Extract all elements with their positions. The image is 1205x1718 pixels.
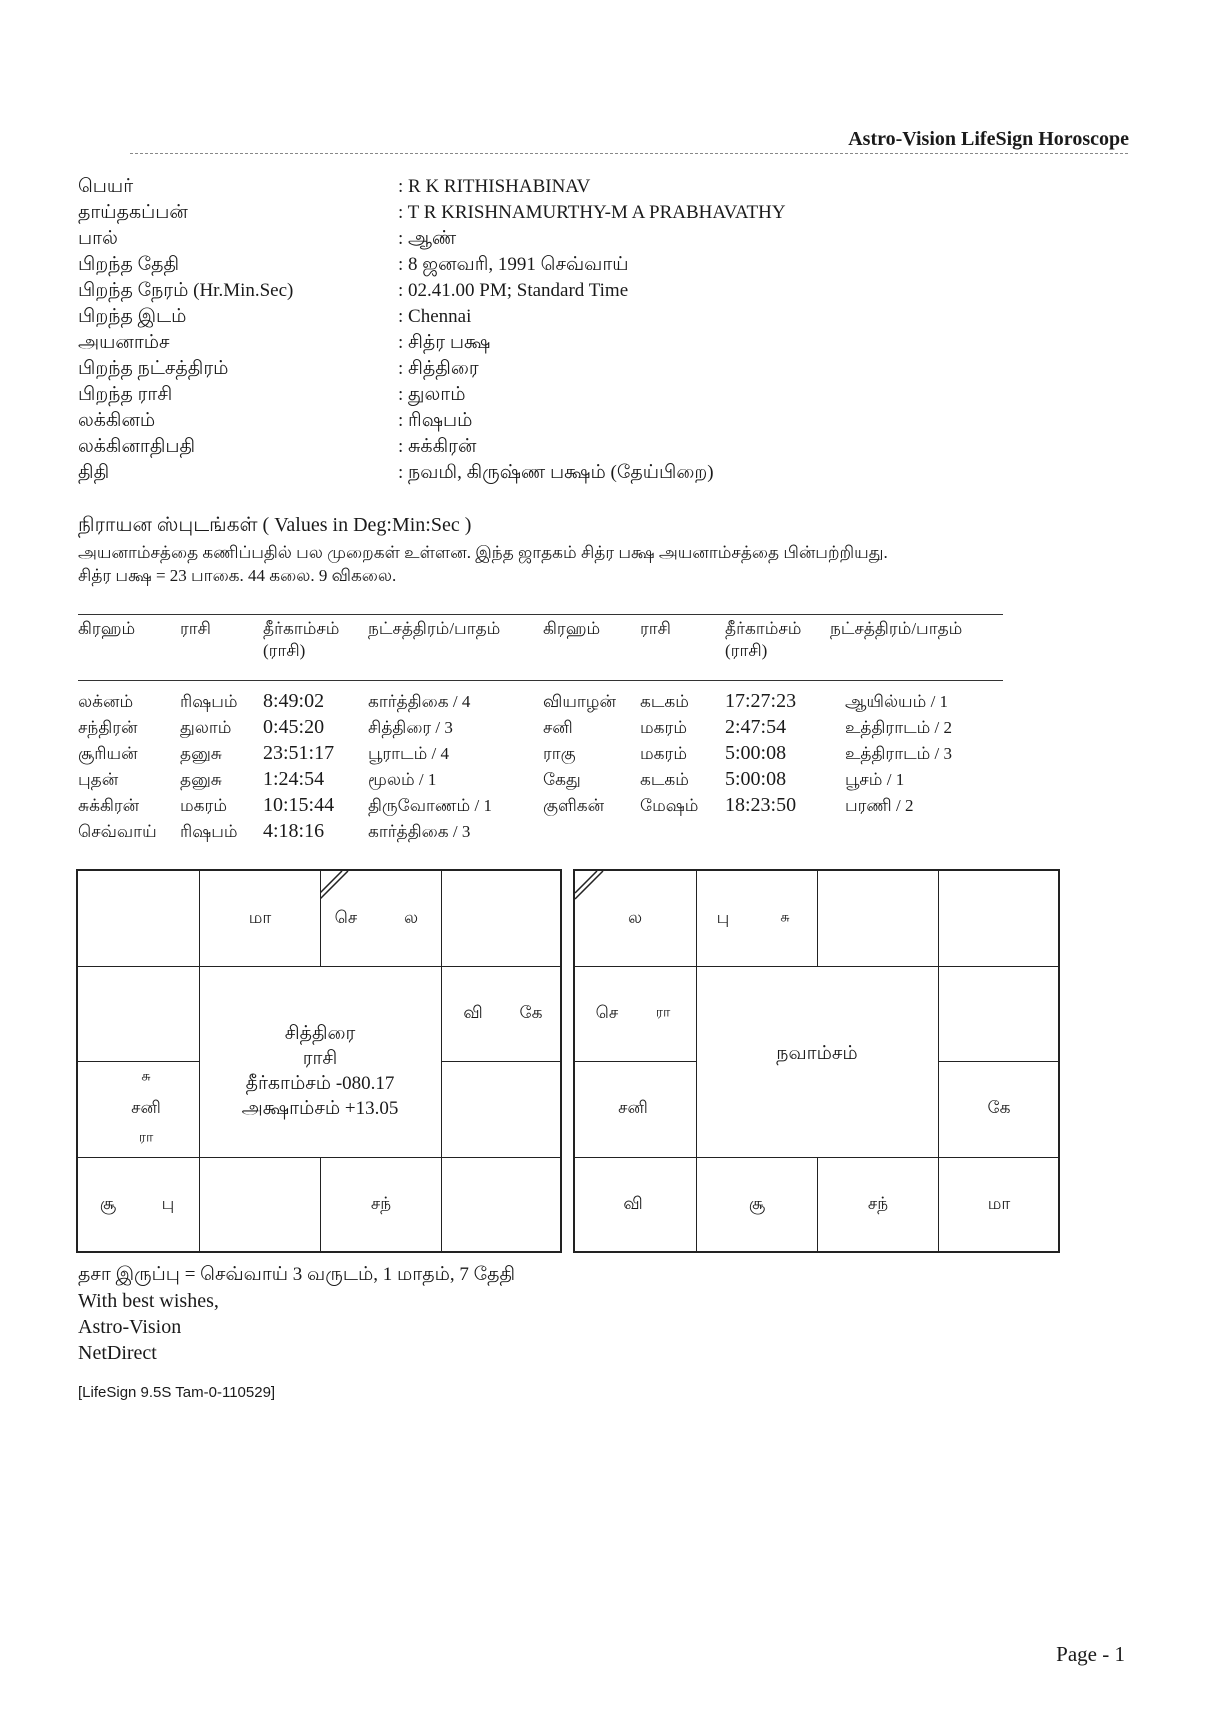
cell-rasi: மகரம் bbox=[640, 718, 688, 737]
detail-row-gender bbox=[78, 228, 978, 254]
footer-product: NetDirect bbox=[78, 1342, 157, 1364]
detail-value: : Chennai bbox=[398, 306, 472, 327]
detail-row-birth-rasi bbox=[78, 384, 978, 410]
navamsa-cell-text: சு bbox=[780, 910, 790, 926]
header-degree: தீர்காம்சம் bbox=[263, 619, 340, 638]
detail-value: : சித்திரை bbox=[398, 358, 479, 379]
navamsa-chart bbox=[573, 869, 1060, 1253]
header-degree-sub-2: (ராசி) bbox=[725, 641, 768, 660]
cell-degree: 4:18:16 bbox=[263, 820, 325, 842]
detail-value: : துலாம் bbox=[398, 384, 466, 405]
detail-value: : நவமி, கிருஷ்ண பக்ஷம் (தேய்பிறை) bbox=[398, 462, 714, 483]
detail-label: திதி bbox=[78, 462, 110, 483]
detail-label: பிறந்த தேதி bbox=[78, 254, 180, 275]
cell-degree: 8:49:02 bbox=[263, 690, 325, 712]
cell-degree: 5:00:08 bbox=[725, 768, 787, 790]
rasi-chart bbox=[76, 869, 562, 1253]
header-planet-2: கிரஹம் bbox=[543, 619, 601, 638]
cell-planet: வியாழன் bbox=[543, 692, 616, 711]
footer-wishes: With best wishes, bbox=[78, 1290, 219, 1312]
cell-planet: குளிகன் bbox=[543, 796, 605, 815]
rasi-cell-text: செ bbox=[334, 908, 358, 927]
detail-row-birth-star bbox=[78, 358, 978, 384]
cell-degree: 5:00:08 bbox=[725, 742, 787, 764]
cell-rasi: மகரம் bbox=[640, 744, 688, 763]
cell-planet: லக்னம் bbox=[78, 692, 134, 711]
detail-value: : T R KRISHNAMURTHY-M A PRABHAVATHY bbox=[398, 202, 786, 223]
header-star: நட்சத்திரம்/பாதம் bbox=[368, 619, 501, 638]
cell-rasi: தனுசு bbox=[180, 744, 222, 763]
detail-label: அயனாம்ச bbox=[78, 332, 170, 353]
header-degree-sub: (ராசி) bbox=[263, 641, 306, 660]
detail-label: லக்கினாதிபதி bbox=[78, 436, 196, 457]
cell-rasi: துலாம் bbox=[180, 718, 232, 737]
document-header-title: Astro-Vision LifeSign Horoscope bbox=[848, 128, 1129, 150]
cell-degree: 1:24:54 bbox=[263, 768, 325, 790]
cell-star: உத்திராடம் / 3 bbox=[845, 744, 953, 763]
detail-label: பிறந்த ராசி bbox=[78, 384, 173, 405]
cell-star: பரணி / 2 bbox=[845, 796, 914, 815]
cell-star: பூசம் / 1 bbox=[845, 770, 905, 789]
cell-rasi: ரிஷபம் bbox=[180, 822, 238, 841]
cell-star: திருவோணம் / 1 bbox=[368, 796, 492, 815]
longitudes-title: நிராயன ஸ்புடங்கள் ( Values in Deg:Min:Sec ) bbox=[78, 514, 472, 536]
navamsa-cell-text: செ bbox=[595, 1003, 619, 1022]
header-rasi: ராசி bbox=[180, 619, 211, 638]
cell-planet: கேது bbox=[543, 770, 581, 789]
page-number: Page - 1 bbox=[1056, 1642, 1125, 1666]
cell-rasi: மேஷம் bbox=[640, 796, 699, 815]
dasa-balance: தசா இருப்பு = செவ்வாய் 3 வருடம், 1 மாதம், 7 தேதி bbox=[78, 1264, 516, 1285]
rasi-cell-text: ரா bbox=[138, 1130, 154, 1146]
detail-label: பிறந்த இடம் bbox=[78, 306, 187, 327]
cell-rasi: தனுசு bbox=[180, 770, 222, 789]
software-version: [LifeSign 9.5S Tam-0-110529] bbox=[78, 1384, 276, 1401]
navamsa-cell-text: மா bbox=[987, 1194, 1011, 1213]
cell-degree: 0:45:20 bbox=[263, 716, 325, 738]
lagna-marker-icon bbox=[575, 871, 605, 901]
rasi-cell-text: ல bbox=[403, 908, 419, 927]
navamsa-cell-text: சனி bbox=[618, 1098, 648, 1117]
cell-planet: சனி bbox=[543, 718, 573, 737]
lagna-marker-icon bbox=[320, 871, 350, 901]
detail-row-lagna bbox=[78, 410, 978, 436]
detail-row-name bbox=[78, 176, 978, 202]
cell-rasi: கடகம் bbox=[640, 770, 689, 789]
center-star: சித்திரை bbox=[284, 1023, 356, 1044]
detail-row-tithi bbox=[78, 462, 978, 488]
rasi-cell-text: சூ bbox=[99, 1194, 117, 1213]
rasi-cell-text: மா bbox=[248, 908, 272, 927]
cell-planet: சந்திரன் bbox=[78, 718, 138, 737]
rasi-cell-text: சு bbox=[141, 1069, 151, 1085]
detail-row-ayanamsa bbox=[78, 332, 978, 358]
detail-value: : சுக்கிரன் bbox=[398, 436, 477, 457]
cell-star: கார்த்திகை / 3 bbox=[368, 822, 471, 841]
cell-degree: 17:27:23 bbox=[725, 690, 797, 712]
cell-planet: ராகு bbox=[543, 744, 576, 763]
center-latitude: அக்ஷாம்சம் +13.05 bbox=[241, 1098, 399, 1119]
navamsa-cell-text: பு bbox=[716, 908, 730, 927]
cell-planet: சுக்கிரன் bbox=[78, 796, 140, 815]
cell-rasi: மகரம் bbox=[180, 796, 228, 815]
cell-star: ஆயில்யம் / 1 bbox=[845, 692, 949, 711]
detail-row-birth-date bbox=[78, 254, 978, 280]
cell-star: கார்த்திகை / 4 bbox=[368, 692, 471, 711]
navamsa-cell-text: சந் bbox=[867, 1194, 889, 1213]
table-header-rule bbox=[78, 680, 1003, 681]
detail-row-birth-place bbox=[78, 306, 978, 332]
cell-rasi: ரிஷபம் bbox=[180, 692, 238, 711]
center-longitude: தீர்காம்சம் -080.17 bbox=[245, 1073, 395, 1094]
detail-label: பால் bbox=[78, 228, 118, 249]
footer-company: Astro-Vision bbox=[78, 1316, 182, 1338]
rasi-cell-text: சந் bbox=[370, 1194, 392, 1213]
detail-value: : 8 ஜனவரி, 1991 செவ்வாய் bbox=[398, 254, 629, 275]
rasi-chart-center bbox=[199, 1021, 441, 1121]
cell-star: சித்திரை / 3 bbox=[368, 718, 453, 737]
detail-value: : ரிஷபம் bbox=[398, 410, 473, 431]
detail-label: பிறந்த நட்சத்திரம் bbox=[78, 358, 229, 379]
navamsa-chart-center bbox=[696, 1041, 938, 1066]
detail-row-birth-time bbox=[78, 280, 978, 306]
ayanamsa-note: அயனாம்சத்தை கணிப்பதில் பல முறைகள் உள்ளன. இந்த ஜாதகம் சித்ர பக்ஷ அயனாம்சத்தை பின்பற்றியது. bbox=[78, 543, 888, 562]
detail-label: பெயர் bbox=[78, 176, 134, 197]
detail-label: பிறந்த நேரம் (Hr.Min.Sec) bbox=[78, 280, 294, 301]
ayanamsa-value-note: சித்ர பக்ஷ = 23 பாகை. 44 கலை. 9 விகலை. bbox=[78, 566, 397, 585]
navamsa-cell-text: ல bbox=[627, 908, 643, 927]
cell-star: உத்திராடம் / 2 bbox=[845, 718, 953, 737]
table-top-rule bbox=[78, 614, 1003, 615]
detail-value: : 02.41.00 PM; Standard Time bbox=[398, 280, 629, 301]
navamsa-cell-text: ரா bbox=[655, 1005, 671, 1021]
center-rasi: ராசி bbox=[302, 1048, 338, 1069]
cell-rasi: கடகம் bbox=[640, 692, 689, 711]
detail-value: : R K RITHISHABINAV bbox=[398, 176, 591, 197]
rasi-cell-text: பு bbox=[161, 1194, 175, 1213]
rasi-cell-text: சனி bbox=[131, 1098, 161, 1117]
navamsa-cell-text: சூ bbox=[748, 1194, 766, 1213]
header-degree-2: தீர்காம்சம் bbox=[725, 619, 802, 638]
header-star-2: நட்சத்திரம்/பாதம் bbox=[830, 619, 963, 638]
header-planet: கிரஹம் bbox=[78, 619, 136, 638]
navamsa-cell-text: கே bbox=[987, 1098, 1011, 1117]
header-rasi-2: ராசி bbox=[640, 619, 671, 638]
rasi-cell-text: கே bbox=[519, 1003, 543, 1022]
cell-planet: செவ்வாய் bbox=[78, 822, 157, 841]
cell-degree: 2:47:54 bbox=[725, 716, 787, 738]
navamsa-cell-text: வி bbox=[623, 1194, 643, 1213]
cell-planet: சூரியன் bbox=[78, 744, 138, 763]
rasi-cell-text: வி bbox=[463, 1003, 483, 1022]
detail-value: : சித்ர பக்ஷ bbox=[398, 332, 491, 353]
detail-value: : ஆண் bbox=[398, 228, 457, 249]
cell-degree: 23:51:17 bbox=[263, 742, 335, 764]
cell-planet: புதன் bbox=[78, 770, 119, 789]
cell-star: மூலம் / 1 bbox=[368, 770, 437, 789]
navamsa-label: நவாம்சம் bbox=[776, 1043, 858, 1064]
cell-degree: 18:23:50 bbox=[725, 794, 797, 816]
detail-row-lagna-lord bbox=[78, 436, 978, 462]
cell-star: பூராடம் / 4 bbox=[368, 744, 449, 763]
detail-label: லக்கினம் bbox=[78, 410, 156, 431]
cell-degree: 10:15:44 bbox=[263, 794, 335, 816]
header-divider bbox=[130, 153, 1128, 154]
detail-row-parents bbox=[78, 202, 978, 228]
detail-label: தாய்தகப்பன் bbox=[78, 202, 188, 223]
